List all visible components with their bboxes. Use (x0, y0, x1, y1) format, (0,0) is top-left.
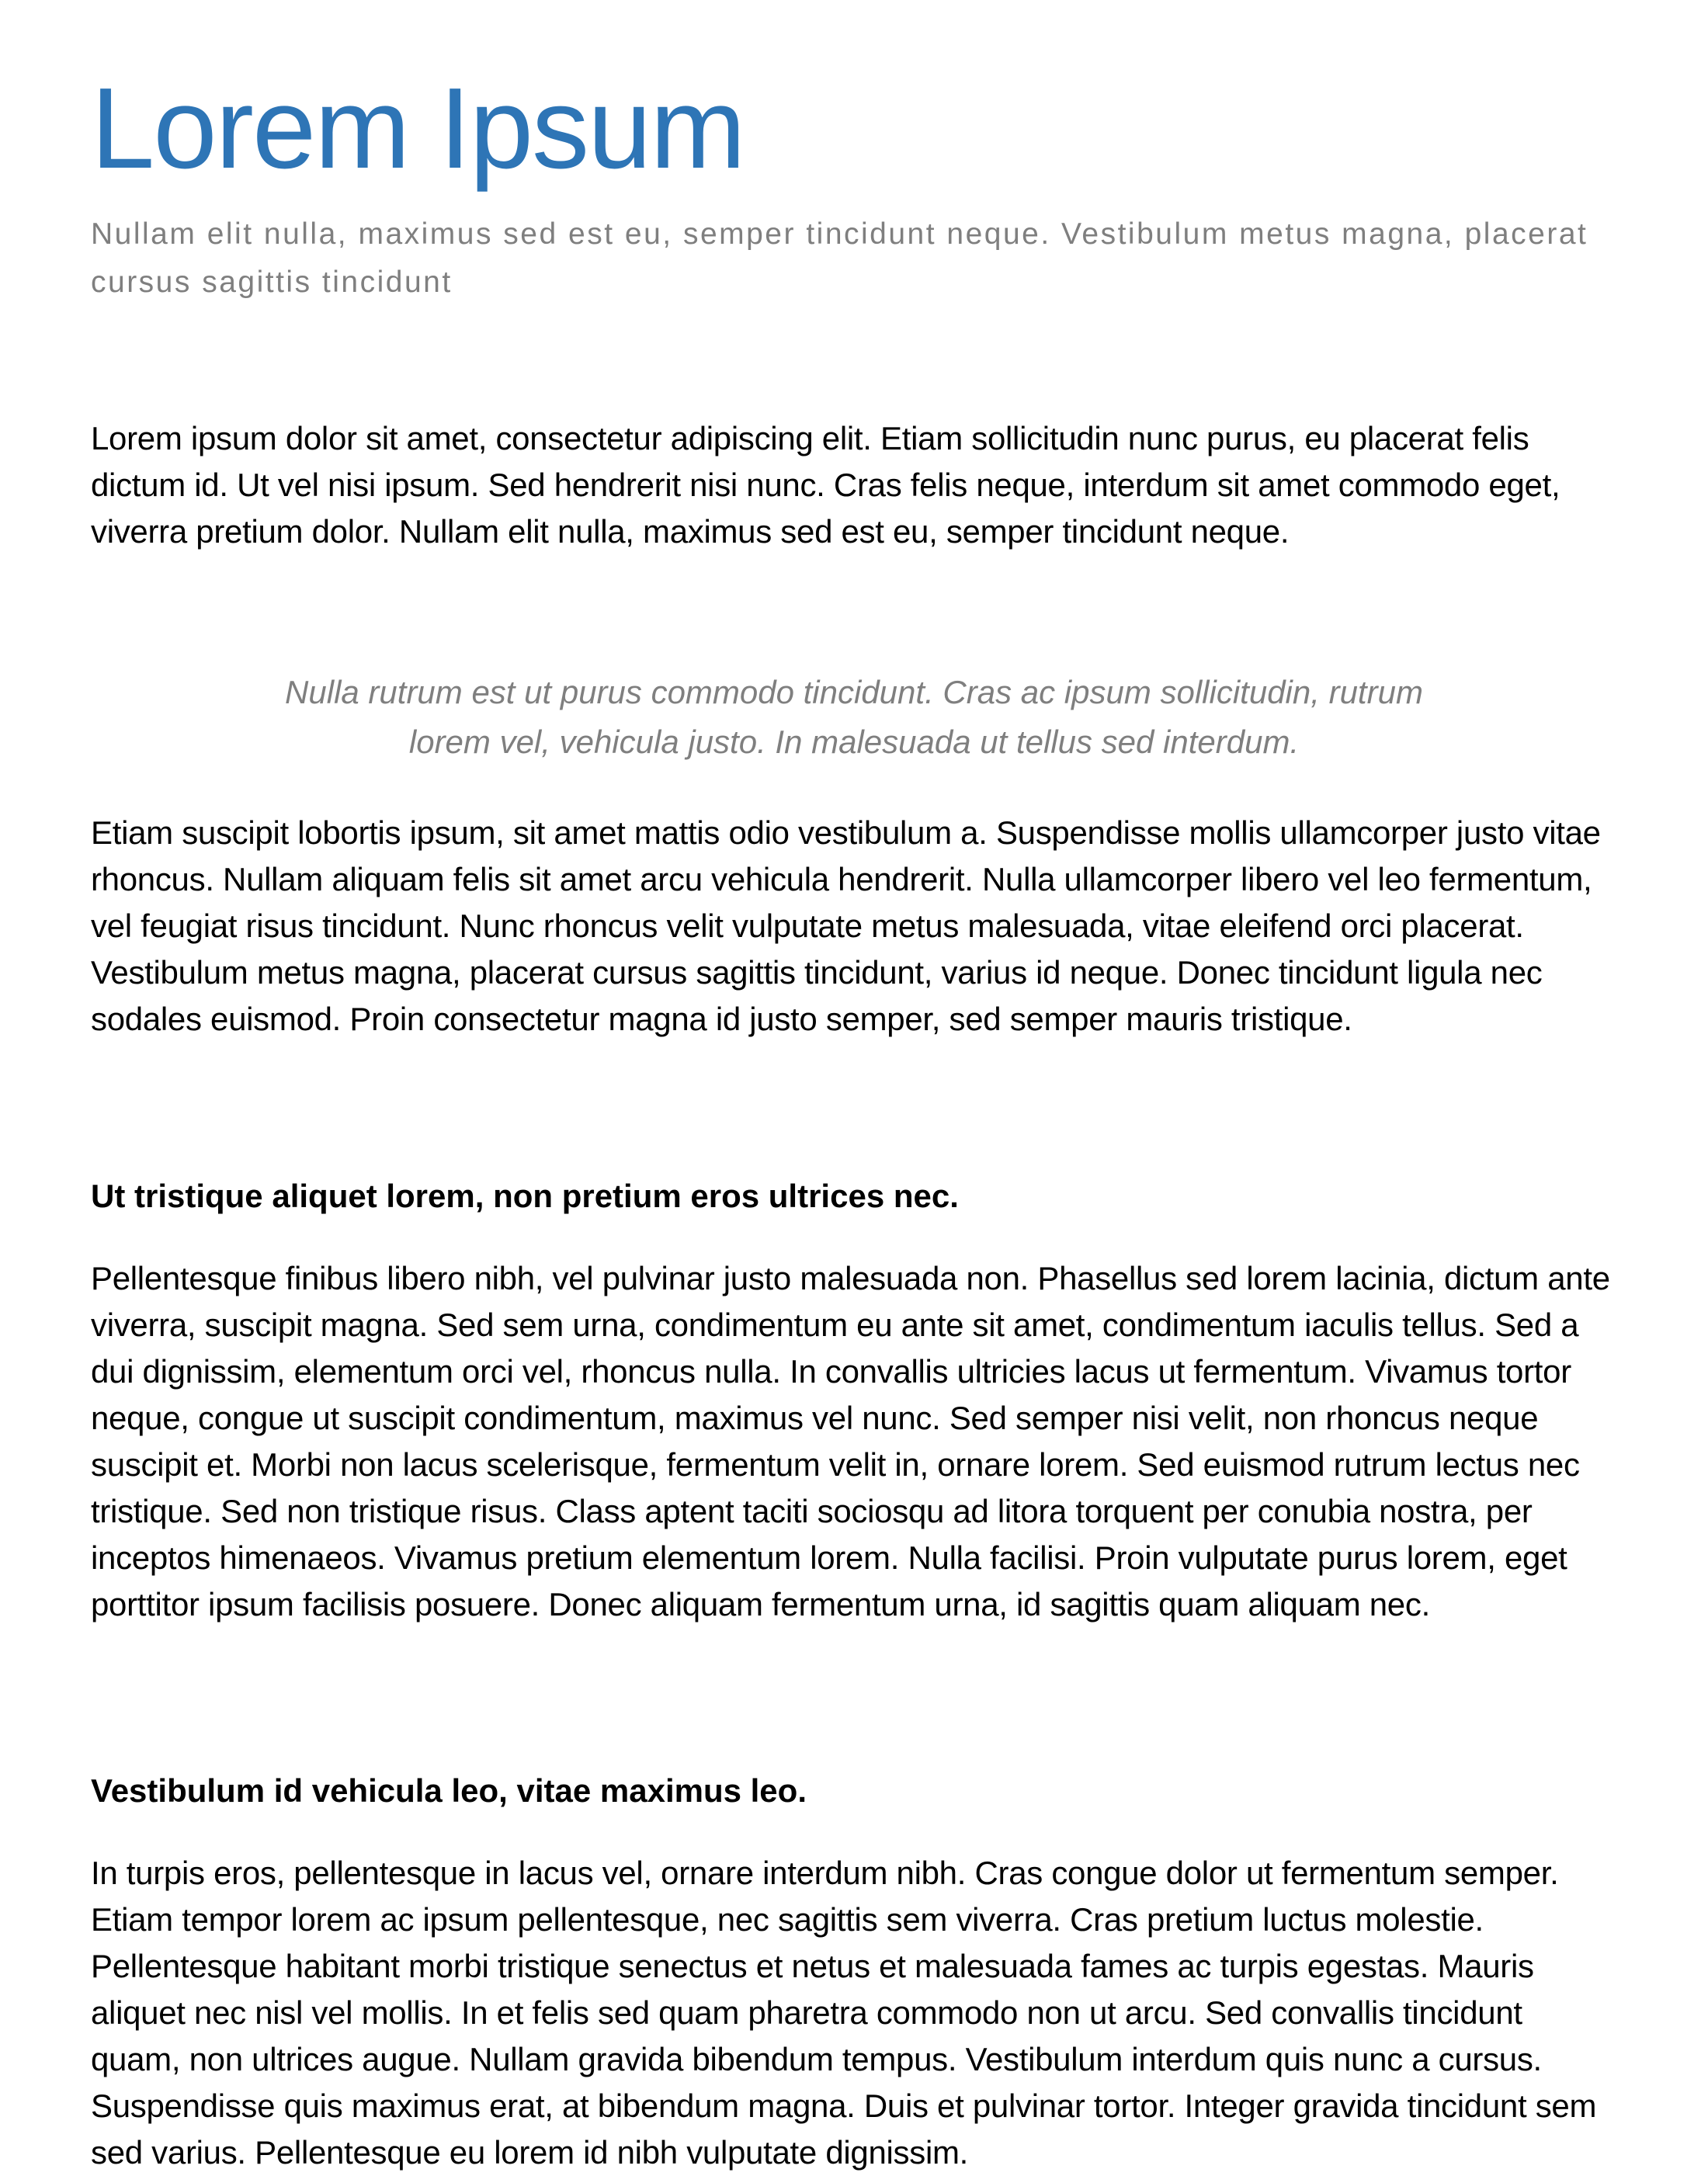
section-heading-2: Vestibulum id vehicula leo, vitae maximus leo. (91, 1772, 807, 1810)
section-heading-1: Ut tristique aliquet lorem, non pretium eros ultrices nec. (91, 1178, 959, 1215)
section-paragraph-2: In turpis eros, pellentesque in lacus vel, ornare interdum nibh. Cras congue dolor ut fermentum semper. Etiam tempor lorem ac ipsum pellentesque, nec sagittis sem viverra. Cras pretium luctus molestie. Pellentesque habitant morbi tristique senectus et netus et malesuada fames ac turpis egestas. Mauris aliquet nec nisl vel mollis. In et felis sed quam pharetra commodo non ut arcu. Sed convallis tincidunt quam, non ultrices augue. Nullam gravida bibendum tempus. Vestibulum interdum quis nunc a cursus. Suspendisse quis maximus erat, at bibendum magna. Duis et pulvinar tortor. Integer gravida tincidunt sem sed varius. Pellentesque eu lorem id nibh vulputate dignissim. (91, 1855, 1597, 2171)
paragraph-intro: Lorem ipsum dolor sit amet, consectetur adipiscing elit. Etiam sollicitudin nunc purus, eu placerat felis dictum id. Ut vel nisi ipsum. Sed hendrerit nisi nunc. Cras felis neque, interdum sit amet commodo eget, viverra pretium dolor. Nullam elit nulla, maximus sed est eu, semper tincidunt neque. (91, 420, 1560, 550)
pull-quote: Nulla rutrum est ut purus commodo tincidunt. Cras ac ipsum sollicitudin, rutrum lorem vel, vehicula justo. In malesuada ut tellus sed interdum. (285, 674, 1423, 761)
document-subtitle: Nullam elit nulla, maximus sed est eu, semper tincidunt neque. Vestibulum metus magna, placerat cursus sagittis tincidunt (91, 217, 1588, 300)
section-paragraph-1: Pellentesque finibus libero nibh, vel pulvinar justo malesuada non. Phasellus sed lorem lacinia, dictum ante viverra, suscipit magna. Sed sem urna, condimentum eu ante sit amet, condimentum iaculis tellus. Sed a dui dignissim, elementum orci vel, rhoncus nulla. In convallis ultricies lacus ut fermentum. Vivamus tortor neque, congue ut suscipit condimentum, maximus vel nunc. Sed semper nisi velit, non rhoncus neque suscipit et. Morbi non lacus scelerisque, fermentum velit in, ornare lorem. Sed euismod rutrum lectus nec tristique. Sed non tristique risus. Class aptent taciti sociosqu ad litora torquent per conubia nostra, per inceptos himenaeos. Vivamus pretium elementum lorem. Nulla facilisi. Proin vulputate purus lorem, eget porttitor ipsum facilisis posuere. Donec aliquam fermentum urna, id sagittis quam aliquam nec. (91, 1260, 1610, 1623)
document-title: Lorem Ipsum (91, 64, 745, 193)
paragraph-second: Etiam suscipit lobortis ipsum, sit amet mattis odio vestibulum a. Suspendisse mollis ullamcorper justo vitae rhoncus. Nullam aliquam felis sit amet arcu vehicula hendrerit. Nulla ullamcorper libero vel leo fermentum, vel feugiat risus tincidunt. Nunc rhoncus velit vulputate metus malesuada, vitae eleifend orci placerat. Vestibulum metus magna, placerat cursus sagittis tincidunt, varius id neque. Donec tincidunt ligula nec sodales euismod. Proin consectetur magna id justo semper, sed semper mauris tristique. (91, 814, 1601, 1038)
